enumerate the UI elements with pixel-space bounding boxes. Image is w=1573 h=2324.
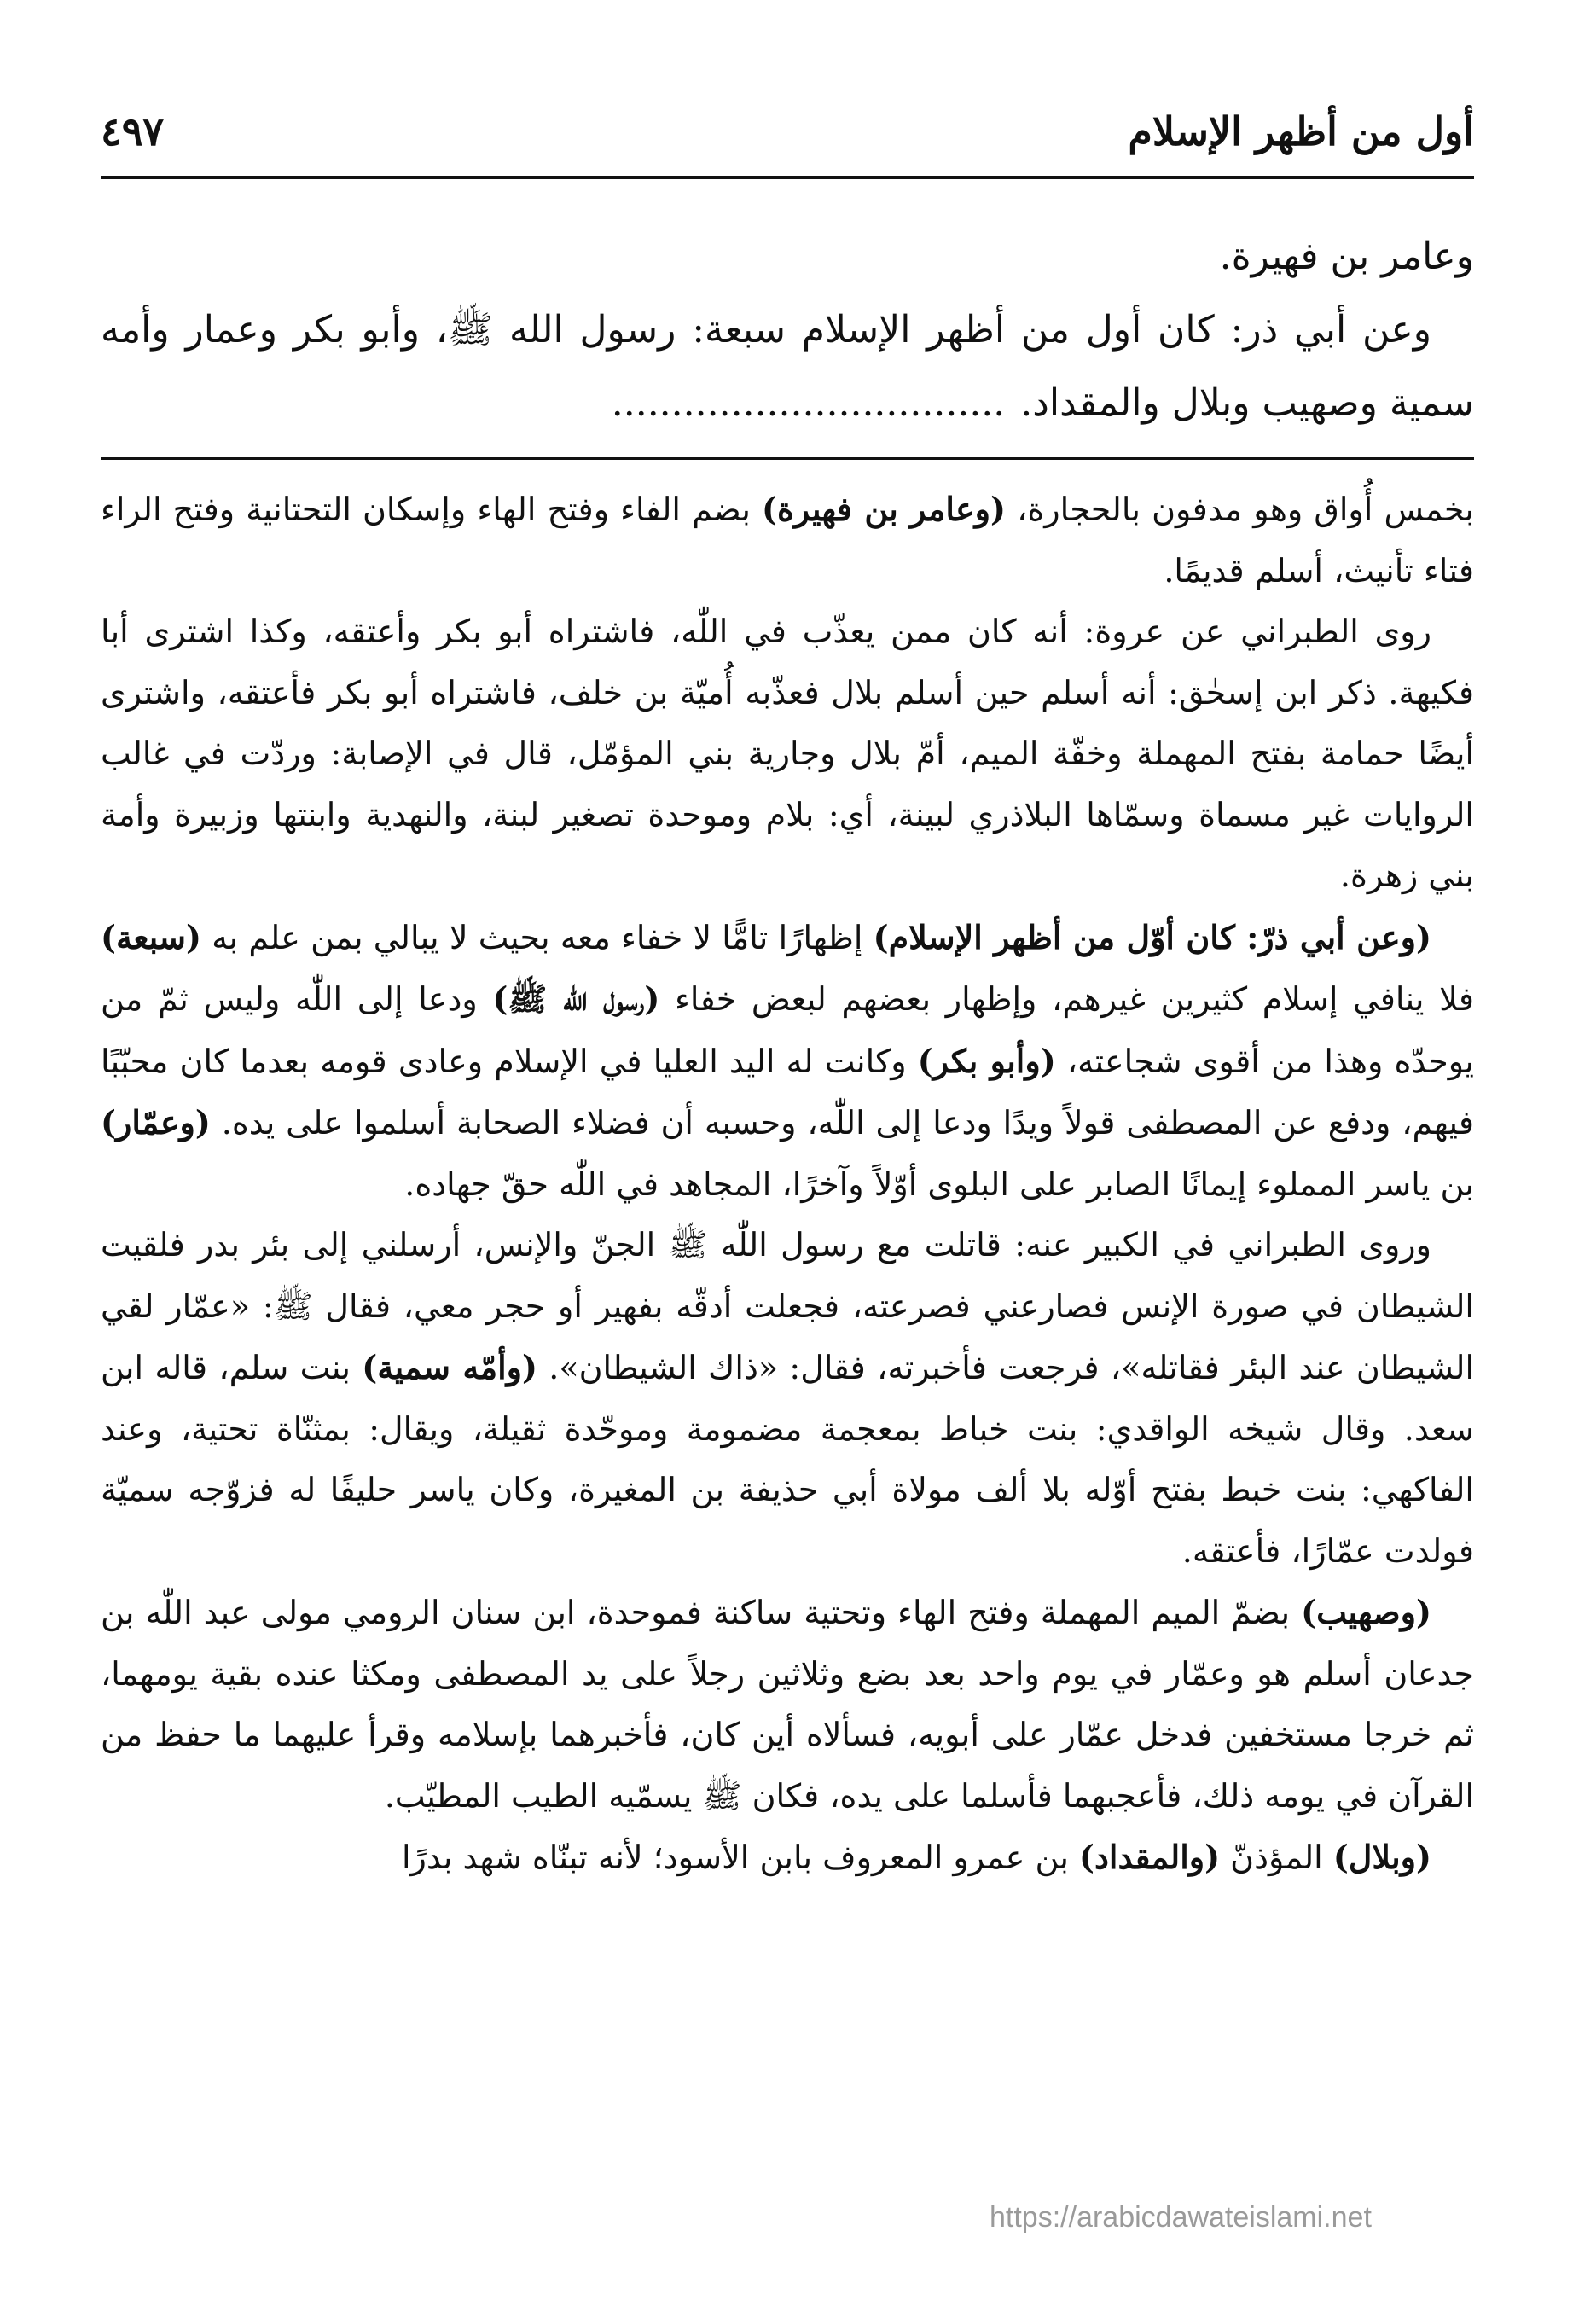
note-5 xyxy=(101,1582,1474,1827)
note-2: روى الطبراني عن عروة: أنه كان ممن يعذّب في اللّٰه، فاشتراه أبو بكر وأعتقه، وكذا اشترى أبا فكيهة. ذكر ابن إسحٰق: أنه أسلم حين أسلم بلال فعذّبه أُميّة بن خلف، فاشتراه أبو بكر فأعتقه، واشترى أيضًا حمامة بفتح المهملة وخفّة الميم، أمّ بلال وجارية بني المؤمّل، قال في الإصابة: وردّت في غالب الروايات غير مسماة وسمّاها البلاذري لبينة، أي: بلام وموحدة تصغير لبنة، والنهدية وابنتها وزبيرة وأمة بني زهرة. xyxy=(101,613,1474,894)
main-line-1: وعامر بن فهيرة. xyxy=(1219,235,1474,278)
note-4 xyxy=(101,1215,1474,1582)
main-text xyxy=(101,220,1474,440)
footnote-separator xyxy=(101,457,1474,460)
main-paragraph-2 xyxy=(101,293,1474,440)
note-3-text-4: وكانت له اليد العليا في الإسلام وعادى قومه بعدما كان محبّبًا فيهم، ودفع عن المصطفى قولاً ويدًا ودعا إلى اللّٰه، وحسبه أن فضلاء الصحابة أسلموا على يده. xyxy=(101,1042,1474,1142)
note-3-lemma-3: (رسول اللّٰه ﷺ) xyxy=(492,979,660,1018)
note-3-lemma-5: (وعمّار) xyxy=(101,1103,211,1142)
page-number: ٤٩٧ xyxy=(101,108,165,154)
main-paragraph-2-text: وعن أبي ذر: كان أول من أظهر الإسلام سبعة: رسول الله ﷺ، وأبو بكر وعمار وأمه سمية وصهيب وبلال والمقداد. xyxy=(101,308,1474,425)
ellipsis-dots: ................................. xyxy=(611,381,1006,425)
commentary-notes xyxy=(101,479,1474,1889)
note-1-lemma: (وعامر بن فهيرة) xyxy=(762,490,1006,528)
note-3-lemma-2: (سبعة) xyxy=(101,917,201,956)
note-1 xyxy=(101,479,1474,601)
note-3 xyxy=(101,907,1474,1216)
note-3-text-1: إظهارًا تامًّا لا خفاء معه بحيث لا يبالي بمن علم به xyxy=(200,918,874,956)
note-6-text-2: بن عمرو المعروف بابن الأسود؛ لأنه تبنّاه شهد بدرًا xyxy=(402,1839,1080,1876)
note-4-lemma-1: (وأمّه سمية) xyxy=(362,1348,537,1386)
running-title: أول من أظهر الإسلام xyxy=(1128,108,1474,154)
note-6 xyxy=(101,1827,1474,1889)
note-3-text-2: فلا ينافي إسلام كثيرين غيرهم، وإظهار بعضهم لبعض خفاء xyxy=(659,980,1474,1018)
note-1-pre: بخمس أُواق وهو مدفون بالحجارة، xyxy=(1006,491,1474,528)
note-3-lemma-1: (وعن أبي ذرّ: كان أوّل من أظهر الإسلام) xyxy=(873,917,1432,956)
note-6-text-1: المؤذنّ xyxy=(1220,1839,1333,1876)
note-6-lemma-1: (وبلال) xyxy=(1332,1838,1431,1876)
note-5-lemma-1: (وصهيب) xyxy=(1301,1593,1431,1631)
note-4-text-2: بنت سلم، قاله ابن سعد. وقال شيخه الواقدي: بنت خباط بمعجمة مضمومة وموحّدة ثقيلة، ويقال: بمثنّاة تحتية، وعند الفاكهي: بنت خبط بفتح أوّله بلا ألف مولاة أبي حذيفة بن المغيرة، وكان ياسر حليفًا له فزوّجه سميّة فولدت عمّارًا، فأعتقه. xyxy=(101,1349,1474,1570)
note-5-text-1: بضمّ الميم المهملة وفتح الهاء وتحتية ساكنة فموحدة، ابن سنان الرومي مولى عبد اللّٰه بن جدعان أسلم هو وعمّار في يوم واحد بعد بضع وثلاثين رجلاً على يد المصطفى ومكثا عنده بقية يومهما، ثم خرجا مستخفين فدخل عمّار على أبويه، فسألاه أين كان، فأخبرهما بإسلامه وقرأ عليهما ما حفظ من القرآن في يومه ذلك، فأعجبهما فأسلما على يده، فكان ﷺ يسمّيه الطيب المطيّب. xyxy=(101,1594,1474,1815)
note-3-lemma-4: (وأبو بكر) xyxy=(917,1041,1056,1080)
book-page xyxy=(101,94,1474,2278)
note-1-post: بضم الفاء وفتح الهاء وإسكان التحتانية وفتح الراء فتاء تأنيث، أسلم قديمًا. xyxy=(101,491,1474,590)
note-3-text-5: بن ياسر المملوء إيمانًا الصابر على البلوى أوّلاً وآخرًا، المجاهد في اللّٰه حقّ جهاده. xyxy=(404,1165,1474,1203)
watermark-url: https://arabicdawateislami.net xyxy=(990,2201,1372,2234)
note-3-text-3: ودعا إلى اللّٰه وليس ثمّ من يوحدّه وهذا من أقوى شجاعته، xyxy=(101,980,1474,1080)
running-header xyxy=(101,94,1474,179)
note-4-text-1: وروى الطبراني في الكبير عنه: قاتلت مع رسول اللّٰه ﷺ الجنّ والإنس، أرسلني إلى بئر بدر فلقيت الشيطان في صورة الإنس فصارعني فصرعته، فجعلت أدقّه بفهير أو حجر معي، فقال ﷺ: «عمّار لقي الشيطان عند البئر فقاتله»، فرجعت فأخبرته، فقال: «ذاك الشيطان». xyxy=(101,1226,1474,1386)
note-6-lemma-2: (والمقداد) xyxy=(1079,1838,1221,1876)
